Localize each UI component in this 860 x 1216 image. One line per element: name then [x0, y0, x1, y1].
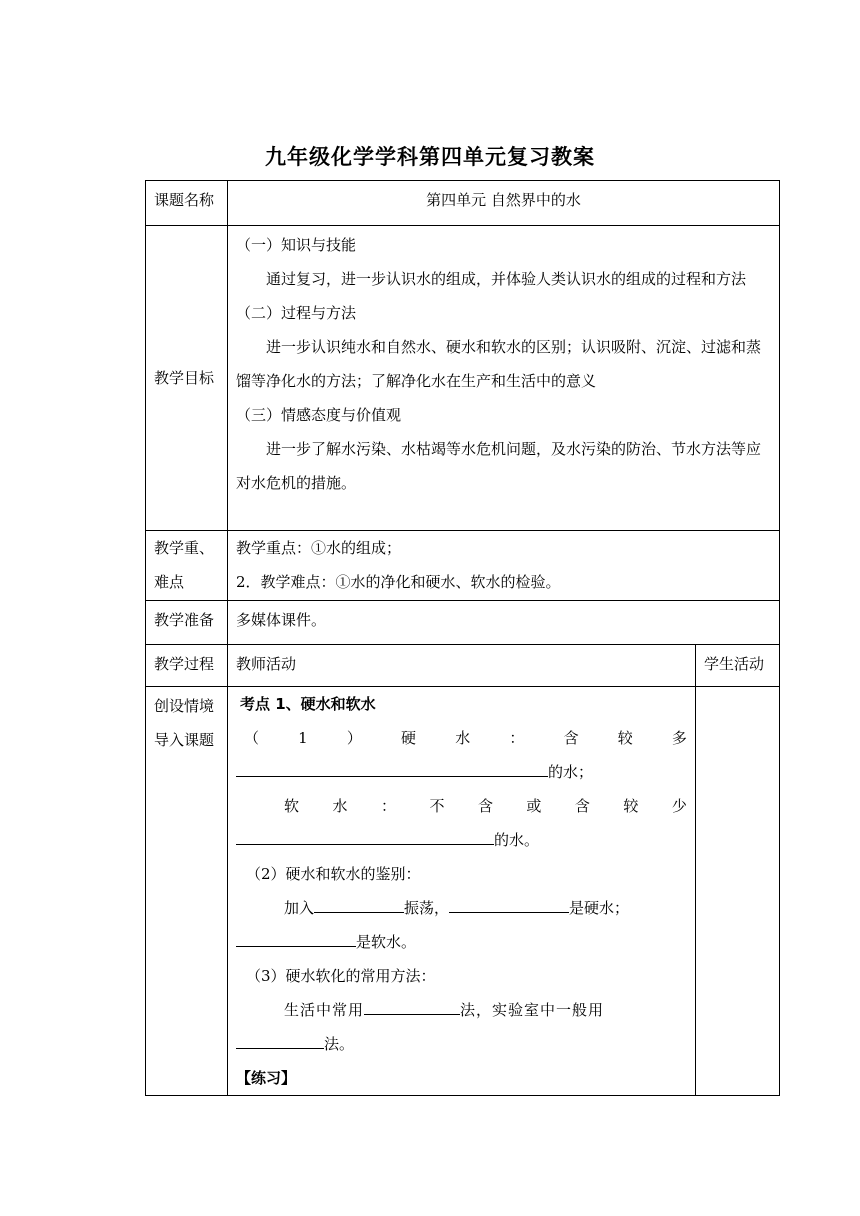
topic-value: 第四单元 自然界中的水: [228, 181, 780, 226]
hard-water-char: 含: [563, 729, 579, 747]
row-topic: [146, 181, 780, 226]
topic-label: 课题名称: [146, 181, 228, 226]
row-intro: [146, 687, 780, 1096]
goals-label: 教学目标: [146, 226, 228, 531]
soft-water-char: 水: [332, 797, 348, 815]
intro-label: 创设情境导入课题: [146, 687, 228, 1096]
q3-blank-1[interactable]: [364, 996, 460, 1015]
hard-water-char: 较: [617, 729, 633, 747]
teacher-activity-header: 教师活动: [228, 645, 696, 687]
key-points-content: [228, 531, 780, 601]
prep-label: 教学准备: [146, 601, 228, 645]
q3-blank-2[interactable]: [236, 1030, 324, 1049]
q2-line-1: [236, 891, 687, 925]
goals-content: [228, 226, 780, 531]
q3-part-1: 生活中常用: [284, 1001, 365, 1019]
document-title: 九年级化学学科第四单元复习教案: [265, 145, 595, 169]
q2-blank-3[interactable]: [236, 928, 356, 947]
soft-water-line: [236, 789, 687, 823]
q3-heading: （3）硬水软化的常用方法：: [246, 967, 436, 985]
q2-part-4: 是软水。: [356, 933, 417, 951]
soft-water-char: 软: [284, 797, 300, 815]
goals-section-1-text: 通过复习，进一步认识水的组成，并体验人类认识水的组成的过程和方法: [266, 270, 747, 288]
soft-water-char: 少: [671, 797, 687, 815]
row-process: [146, 645, 780, 687]
hard-water-char: ：: [509, 729, 525, 747]
hard-water-char: 硬: [401, 729, 417, 747]
goals-section-3-heading: （三）情感态度与价值观: [236, 406, 402, 424]
goals-section-2-text: 进一步认识纯水和自然水、硬水和软水的区别；认识吸附、沉淀、过滤和蒸馏等净化水的方法；了解净化水在生产和生活中的意义: [236, 338, 762, 390]
q3-line-2: [236, 1027, 687, 1061]
row-goals: [146, 226, 780, 531]
q2-heading: （2）硬水和软水的鉴别：: [246, 865, 421, 883]
hard-water-char: （: [244, 729, 260, 747]
hard-water-char: ）: [346, 729, 362, 747]
key-point-line-1: 教学重点：①水的组成；: [236, 539, 402, 557]
hard-water-answer-line: [236, 755, 687, 789]
q3-part-2: 法，实验室中一般用: [460, 1001, 605, 1019]
soft-water-char: 较: [623, 797, 639, 815]
exercise-heading: 【练习】: [236, 1069, 297, 1087]
student-activity-cell: [696, 687, 780, 1096]
student-activity-header: 学生活动: [696, 645, 780, 687]
q2-blank-2[interactable]: [449, 894, 569, 913]
soft-water-answer-line: [236, 823, 687, 857]
soft-water-char: 或: [526, 797, 542, 815]
q2-part-2: 振荡，: [404, 899, 450, 917]
goals-section-3-text: 进一步了解水污染、水枯竭等水危机问题，及水污染的防治、节水方法等应对水危机的措施。: [236, 440, 762, 492]
soft-water-char: 含: [574, 797, 590, 815]
row-prep: [146, 601, 780, 645]
q2-part-1: 加入: [284, 899, 315, 917]
soft-water-end: 的水。: [494, 831, 540, 849]
q2-blank-1[interactable]: [314, 894, 404, 913]
soft-water-char: ：: [380, 797, 396, 815]
key-point-line-2: 2．教学难点：①水的净化和硬水、软水的检验。: [236, 573, 561, 591]
lesson-plan-table: [145, 180, 780, 1096]
hard-water-line: [236, 721, 687, 755]
hard-water-char: 多: [671, 729, 687, 747]
prep-value: 多媒体课件。: [228, 601, 780, 645]
process-label: 教学过程: [146, 645, 228, 687]
q2-part-3: 是硬水；: [569, 899, 630, 917]
topic-heading: 考点 1、硬水和软水: [240, 695, 376, 713]
intro-content: [228, 687, 696, 1096]
goals-section-1-heading: （一）知识与技能: [236, 236, 357, 254]
row-key-points: [146, 531, 780, 601]
soft-water-char: 含: [477, 797, 493, 815]
q2-line-2: [236, 925, 687, 959]
hard-water-blank[interactable]: [236, 758, 548, 777]
q3-part-3: 法。: [324, 1035, 355, 1053]
soft-water-char: 不: [429, 797, 445, 815]
q3-line-1: [236, 993, 687, 1027]
hard-water-end: 的水；: [548, 763, 594, 781]
soft-water-blank[interactable]: [236, 826, 494, 845]
hard-water-char: 水: [455, 729, 471, 747]
hard-water-char: 1: [298, 729, 308, 747]
goals-section-2-heading: （二）过程与方法: [236, 304, 357, 322]
key-points-label: 教学重、难点: [146, 531, 228, 601]
